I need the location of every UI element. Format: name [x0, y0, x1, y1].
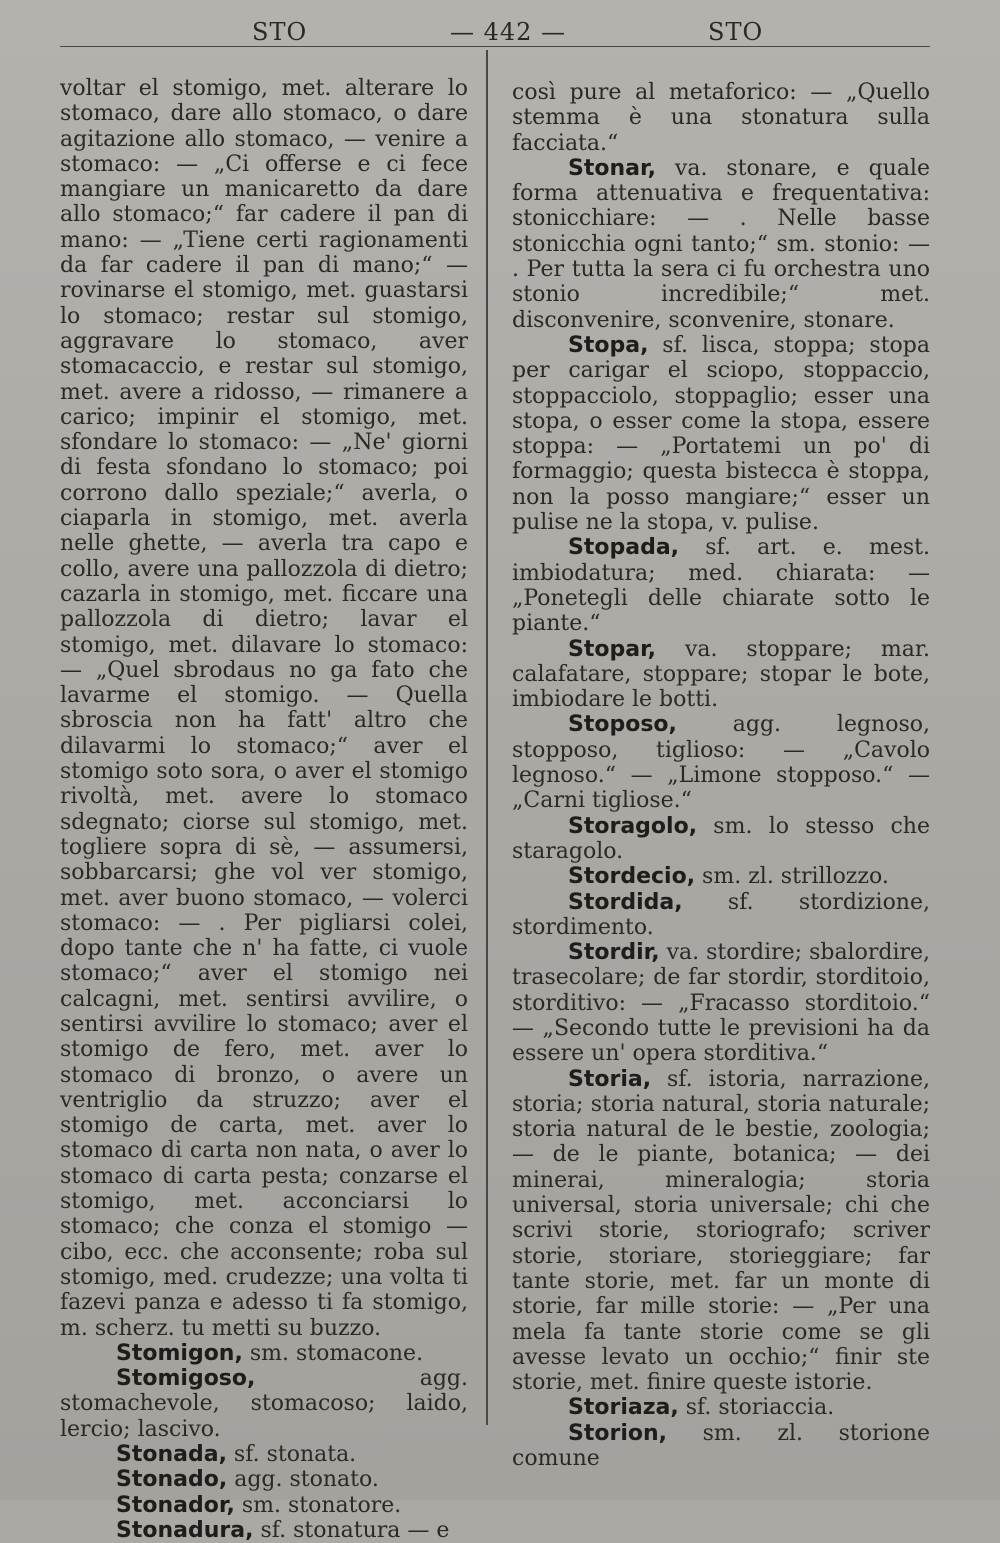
definition: va. stoppare; mar. calafatare, stoppare; stopar le bote, imbiodare le botti. — [512, 636, 930, 713]
entry — [512, 637, 930, 713]
left-column — [60, 76, 468, 1543]
headword: Stopar, — [568, 636, 657, 662]
column-divider — [486, 50, 488, 1425]
entry — [512, 712, 930, 813]
entry — [512, 535, 930, 636]
entry-continuation: così pure al metaforico: — „Quello stemma è una stonatura sulla facciata.“ — [512, 80, 930, 156]
running-header — [60, 18, 930, 44]
definition: sf. stonata. — [226, 1442, 357, 1468]
definition: sf. storiaccia. — [678, 1395, 835, 1421]
headword: Stopada, — [568, 535, 680, 561]
entry — [512, 1067, 930, 1396]
headword: Stoposo, — [568, 712, 677, 738]
entry — [512, 333, 930, 535]
header-left-guideword: STO — [252, 18, 308, 46]
headword: Stordida, — [568, 889, 683, 915]
headword: Storiaza, — [568, 1395, 679, 1421]
definition: sm. zl. storione comune — [512, 1420, 930, 1472]
entry — [512, 814, 930, 865]
entry — [512, 156, 930, 333]
entry — [512, 1395, 930, 1420]
headword: Storagolo, — [568, 813, 698, 839]
entry — [512, 864, 930, 889]
headword: Stomigoso, — [116, 1366, 256, 1392]
entry — [512, 890, 930, 941]
headword: Stomigon, — [116, 1340, 243, 1366]
entry — [60, 1341, 468, 1366]
definition: agg. stonato. — [227, 1467, 379, 1493]
definition: sm. zl. strillozzo. — [695, 864, 889, 890]
entry — [60, 1442, 468, 1467]
headword: Stopa, — [568, 332, 649, 358]
definition: agg. stomachevole, stomacoso; laido, lercio; lascivo. — [60, 1366, 468, 1442]
headword: Stordir, — [568, 940, 660, 966]
header-right-guideword: STO — [708, 18, 764, 46]
entry — [60, 1467, 468, 1492]
headword: Storia, — [568, 1066, 652, 1092]
definition: sf. lisca, stoppa; stopa per carigar el sciopo, stoppaccio, stoppacciolo, stoppaglio; esser una stopa, o esser come la stopa, essere stoppa: — „Portatemi un po' di formaggio; questa bistecca è stoppa, non la posso mangiare;“ esser un pulise ne la stopa, v. pulise. — [512, 332, 930, 536]
definition: sf. istoria, narrazione, storia; storia natural, storia naturale; storia natural de le bestie, zoologia; — de le piante, botanica; — dei minerai, mineralogia; storia universal, storia universale; chi che scrivi storie, storiografo; scriver storie, storiare, storieggiare; far tante storie, met. far un monte di storie, far mille storie: — „Per una mela fa tante storie come se gli avesse levato un occhio;“ finir ste storie, met. finire queste istorie. — [512, 1066, 930, 1396]
entry-continuation: voltar el stomigo, met. alterare lo stomaco, dare allo stomaco, o dare agitazione allo stomaco, — venire a stomaco: — „Ci offerse e ci fece mangiare un manicaretto da dare allo stomaco;“ far cadere il pan di mano: — „Tiene certi ragionamenti da far cadere il pan di mano;“ — rovinarse el stomigo, met. guastarsi lo stomaco; restar sul stomigo, aggravare lo stomaco, aver stomacaccio, e restar sul stomigo, met. avere a ridosso, — rimanere a carico; impinir el stomigo, met. sfondare lo stomaco: — „Ne' giorni di festa sfondano lo stomaco; poi corrono dallo speziale;“ averla, o ciaparla in stomigo, met. averla nelle ghette, — averla tra capo e collo, avere una pallozzola di dietro; cazarla in stomigo, met. ficcare una pallozzola di dietro; lavar el stomigo, met. dilavare lo stomaco: — „Quel sbrodaus no ga fato che lavarme el stomigo. — Quella sbroscia non ha fatt' altro che dilavarmi lo stomaco;“ aver el stomigo soto sora, o aver el stomigo rivoltà, met. avere lo stomaco sdegnato; ciorse sul stomigo, met. togliere sopra di sè, — assumersi, sobbarcarsi; ghe vol ver stomigo, met. aver buono stomaco, — volerci stomaco: — . Per pigliarsi colei, dopo tante che n' ha fatte, ci vuole stomaco;“ aver el stomigo nei calcagni, met. sentirsi avvilire, o sentirsi avvilire lo stomaco; aver el stomigo de fero, met. aver lo stomaco di bronzo, o avere un ventriglio da struzzo; aver el stomigo de carta, met. aver lo stomaco di carta non nata, o aver lo stomaco di carta pesta; conzarse el stomigo, met. acconciarsi lo stomaco; che conza el stomigo — cibo, ecc. che acconsente; roba sul stomigo, med. crudezze; una volta ti fazevi panza e adesso ti fa stomigo, m. scherz. tu metti su buzzo. — [60, 76, 468, 1341]
headword: Storion, — [568, 1420, 667, 1446]
definition: va. stordire; sbalordire, trasecolare; de far stordir, storditoio, storditivo: — „Fracasso storditoio.“ — „Secondo tutte le previsioni ha da essere un' opera storditiva.“ — [512, 940, 931, 1067]
definition: sf. stordizione, stordimento. — [512, 889, 930, 940]
headword: Stonada, — [116, 1442, 227, 1468]
definition: sf. stonatura — e — [253, 1517, 450, 1543]
headword: Stonado, — [116, 1467, 228, 1493]
definition: sm. stonatore. — [234, 1492, 402, 1518]
entry — [512, 940, 930, 1066]
definition: sm. stomacone. — [242, 1340, 424, 1366]
headword: Stonar, — [568, 155, 656, 181]
definition: va. stonare, e quale forma attenuativa e frequentativa: stonicchiare: — . Nelle basse stonicchia ogni tanto;“ sm. stonio: — . Per tutta la sera ci fu orchestra uno stonio incredibile;“ met. disconvenire, sconvenire, stonare. — [512, 155, 930, 333]
entry — [60, 1366, 468, 1442]
headword: Stonador, — [116, 1492, 235, 1518]
header-rule — [60, 46, 930, 47]
entry — [512, 1421, 930, 1472]
page-number: — 442 — — [450, 18, 567, 46]
entry — [60, 1518, 468, 1543]
definition: sf. art. e. mest. imbiodatura; med. chiarata: — „Ponetegli delle chiarate sotto le piante.“ — [512, 535, 930, 637]
definition: sm. lo stesso che staragolo. — [512, 813, 930, 864]
definition: agg. legnoso, stopposo, tiglioso: — „Cavolo legnoso.“ — „Limone stopposo.“ — „Carni tigliose.“ — [512, 712, 930, 814]
headword: Stonadura, — [116, 1517, 254, 1543]
entry — [60, 1493, 468, 1518]
right-column — [512, 80, 930, 1471]
headword: Stordecio, — [568, 864, 696, 890]
